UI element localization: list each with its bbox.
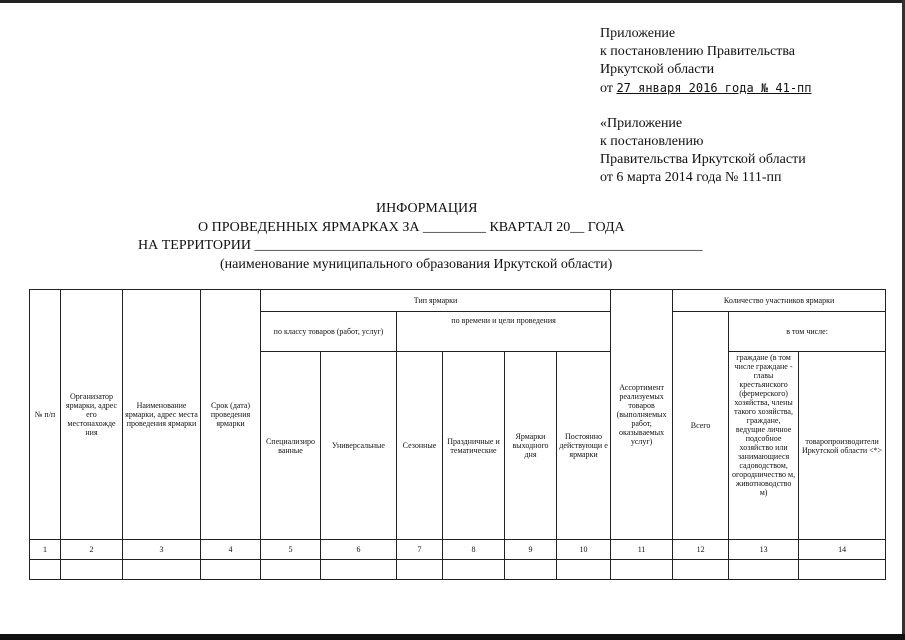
header-by-time: по времени и цели проведения <box>397 312 611 352</box>
territory-caption: (наименование муниципального образования Иркутской области) <box>220 257 613 272</box>
empty-cell <box>505 560 557 580</box>
empty-cell <box>30 560 61 580</box>
header-fair-name: Наименование ярмарки, адрес места проведения ярмарки <box>123 290 201 540</box>
header-organizer: Организатор ярмарки, адрес его местонахожде ния <box>61 290 123 540</box>
original-appendix-line-3: Правительства Иркутской области <box>600 152 806 167</box>
header-citizens: граждане (в том числе граждане - главы крестьянского (фермерского) хозяйства, члены такого хозяйства, граждане, ведущие личное подсобное хозяйство или занимающиеся садоводством, огородничество м, животноводство м) <box>729 352 799 540</box>
header-producers: товаропроизводители Иркутской области <*> <box>799 352 886 540</box>
header-total: Всего <box>673 312 729 540</box>
header-num: № п/п <box>30 290 61 540</box>
scan-edge-top <box>0 0 905 3</box>
column-number: 8 <box>443 540 505 560</box>
appendix-date-value: 27 января 2016 года № 41-пп <box>616 81 812 95</box>
column-number: 3 <box>123 540 201 560</box>
empty-cell <box>729 560 799 580</box>
column-number: 14 <box>799 540 886 560</box>
document-title: ИНФОРМАЦИЯ <box>376 201 478 216</box>
header-row-1 <box>30 290 886 312</box>
header-specialized: Специализиро ванные <box>261 352 321 540</box>
appendix-line-1: Приложение <box>600 26 676 41</box>
appendix-date-line <box>600 79 812 98</box>
header-weekend: Ярмарки выходного дня <box>505 352 557 540</box>
empty-cell <box>321 560 397 580</box>
column-number: 5 <box>261 540 321 560</box>
header-term: Срок (дата) проведения ярмарки <box>201 290 261 540</box>
empty-cell <box>61 560 123 580</box>
empty-cell <box>261 560 321 580</box>
appendix-line-3: Иркутской области <box>600 62 715 77</box>
header-permanent: Постоянно действующи е ярмарки <box>557 352 611 540</box>
column-number-row <box>30 540 886 560</box>
empty-cell <box>443 560 505 580</box>
column-number: 1 <box>30 540 61 560</box>
header-assortment: Ассортимент реализуемых товаров (выполняемых работ, оказываемых услуг) <box>611 290 673 540</box>
header-universal: Универсальные <box>321 352 397 540</box>
empty-data-row <box>30 560 886 580</box>
header-by-goods: по классу товаров (работ, услуг) <box>261 312 397 352</box>
column-number: 11 <box>611 540 673 560</box>
original-appendix-line-2: к постановлению <box>600 134 704 149</box>
header-holiday: Праздничные и тематические <box>443 352 505 540</box>
header-participants: Количество участников ярмарки <box>673 290 886 312</box>
empty-cell <box>611 560 673 580</box>
appendix-line-2: к постановлению Правительства <box>600 44 796 59</box>
original-appendix-line-4: от 6 марта 2014 года № 111-пп <box>600 170 782 185</box>
column-number: 9 <box>505 540 557 560</box>
territory-line: НА ТЕРРИТОРИИ ________________________________________________________________ <box>138 238 703 253</box>
empty-cell <box>557 560 611 580</box>
column-number: 4 <box>201 540 261 560</box>
header-seasonal: Сезонные <box>397 352 443 540</box>
empty-cell <box>201 560 261 580</box>
column-number: 2 <box>61 540 123 560</box>
empty-cell <box>397 560 443 580</box>
empty-cell <box>673 560 729 580</box>
column-number: 10 <box>557 540 611 560</box>
original-appendix-line-1: «Приложение <box>600 116 683 131</box>
header-fair-type: Тип ярмарки <box>261 290 611 312</box>
column-number: 12 <box>673 540 729 560</box>
document-subtitle: О ПРОВЕДЕННЫХ ЯРМАРКАХ ЗА _________ КВАРТАЛ 20__ ГОДА <box>198 220 625 235</box>
scan-edge-bottom <box>0 634 905 640</box>
header-including: в том числе: <box>729 312 886 352</box>
empty-cell <box>799 560 886 580</box>
original-appendix-block <box>600 115 806 187</box>
column-number: 6 <box>321 540 397 560</box>
appendix-block <box>600 25 812 98</box>
column-number: 13 <box>729 540 799 560</box>
appendix-date-prefix: от <box>600 81 613 96</box>
column-number: 7 <box>397 540 443 560</box>
fairs-table <box>29 289 886 580</box>
empty-cell <box>123 560 201 580</box>
